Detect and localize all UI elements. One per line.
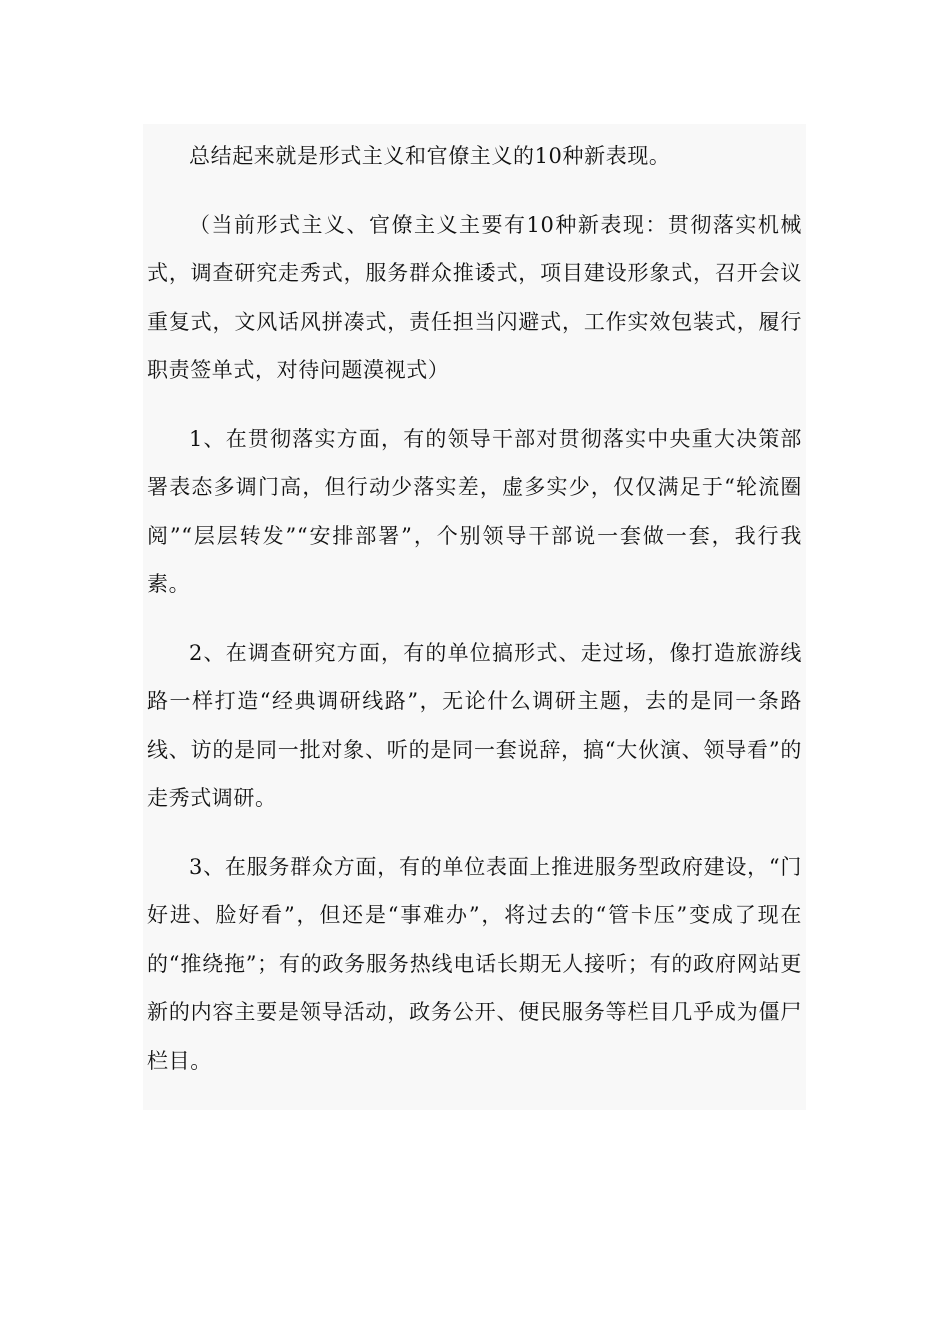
paragraph-public-service: 3、在服务群众方面，有的单位表面上推进服务型政府建设，“门好进、脸好看”，但还是“事难办”，将过去的“管卡压”变成了现在的“推绕拖”；有的政务服务热线电话长期无人接听；有的政府网站更新的内容主要是领导活动，政务公开、便民服务等栏目几乎成为僵尸栏目。	[147, 854, 802, 1073]
paragraph-research: 2、在调查研究方面，有的单位搞形式、走过场，像打造旅游线路一样打造“经典调研线路”，无论什么调研主题，去的是同一条路线、访的是同一批对象、听的是同一套说辞，搞“大伙演、领导看”的走秀式调研。	[147, 640, 802, 810]
paragraph-summary: 总结起来就是形式主义和官僚主义的10种新表现。	[189, 144, 671, 168]
paragraph-implementation: 1、在贯彻落实方面，有的领导干部对贯彻落实中央重大决策部署表态多调门高，但行动少落实差，虚多实少，仅仅满足于“轮流圈阅”“层层转发”“安排部署”，个别领导干部说一套做一套，我行我素。	[147, 426, 802, 596]
document-body	[143, 124, 806, 1110]
paragraph-ten-manifestations: （当前形式主义、官僚主义主要有10种新表现：贯彻落实机械式，调查研究走秀式，服务群众推诿式，项目建设形象式，召开会议重复式，文风话风拼凑式，责任担当闪避式，工作实效包装式，履行职责签单式，对待问题漠视式）	[147, 212, 802, 382]
